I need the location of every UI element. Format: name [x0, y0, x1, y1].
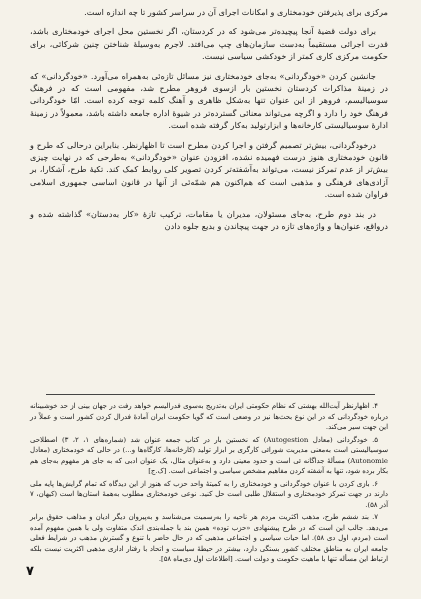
footnote: ۴. اظهارنظر آیت‌الله بهشتی که نظام حکومتی ایران به‌تدریج به‌سوی فدرالیسم خواهد رفت در جهان بینی از حد خوشبینانه درباره خودگردانی که در این نوع بحث‌ها نیز در وضعی است که گویا حکومت ایران آمادهٔ فدرال کردن کشور است و عملاً در این جهت سیر می‌کند.: [30, 402, 388, 431]
paragraph: درخودگردانی، بیش‌تر تصمیم گرفتن و اجرا کردن مطرح است تا اظهارنظر. بنابراین درحالی که طرح و قانون خودمختاری هنوز درست فهمیده نشده، افزودن عنوان «خودگردانی» به‌طرحی که در نهایت چیزی بیش‌تر از عدم تمرکز نیست، می‌تواند به‌آشفته‌تر کردن تصویر کلی روابط کمک کند. تکیهٔ طرح، آشکارا، بر آزادی‌های فرهنگی و مذهبی است که هم‌اکنون هم شمّه‌ئی از آنها در قانون اساسی جمهوری اسلامی فراوان شده است.: [30, 139, 388, 200]
paragraph: در بند دوم طرح، به‌جای مسئولان، مدیران یا مقامات، ترکیب تازهٔ «کار به‌دستان» گذاشته شده و درواقع، عنوان‌ها و واژه‌های تازه در جهت پیچاندن و بدیع جلوه دادن: [30, 208, 388, 232]
paragraph: مرکزی برای پذیرفتن خودمختاری و امکانات اجرای آن در سراسر کشور تا چه اندازه است.: [84, 7, 388, 17]
footnote: ۷. بند ششم طرح، مذهب اکثریت مردم هر ناحیه را به‌رسمیت می‌شناسد و به‌پیروان دیگر ادیان و مذاهب حقوق برابر می‌دهد. جالب این است که در طرح پیشنهادی «حزب توده» همین بند با جمله‌بندی اندک متفاوت ولی با همین مفهوم آمده است (مردم، اول دی ۵۸). اما حیات سیاسی و اجتماعی مذهبی که در حال حاضر با تنوع و گسترش مذهب در شرایط فعلی جامعه ایران به مناطق مختلف کشور بستگی دارد، بیشتر در حیطهٔ سیاست و اتحاد با رفتار اداری مذهبی اکثریت نیست بلکه ارتباط این مسأله تنها با ماهیت حکومت و دولت است. [اطلاعات اول دی‌ماه ۵۸].: [30, 513, 388, 563]
main-text: [30, 6, 388, 240]
paragraph: برای دولت قضیهٔ آنجا پیچیده‌تر می‌شود که در کردستان، اگر نخستین محل اجرای خودمختاری باشد، قدرت اجرائی مستقیماً به‌دست سازمان‌های چپ می‌افتد. لاجرم به‌وسیلهٔ شناختن چنین شرکائی، برای حکومت مرکزی کاری کمتر از خودکشی سیاسی نیست.: [30, 26, 388, 62]
paragraph: جانشین کردن «خودگردانی» به‌جای خودمختاری نیز مسائل تازه‌ئی به‌همراه می‌آورد. «خودگردانی» که در زمینهٔ مذاکرات کردستان نخستین بار ازسوی فروهر مطرح شد، مفهومی است که در فرهنگ سوسیالیسم، فروهر از این عنوان تنها به‌شکل ظاهری و آهنگ کلمه توجه کرده است. امّا خودگردانی فرهنگ خود را دارد و اگرچه می‌تواند معنائی گسترده‌تر در شیوهٔ اداره جامعه داشته باشد، معمولاً در زمینهٔ ادارهٔ سوسیالیستی کارخانه‌ها و ابزارتولید به‌کار گرفته شده است.: [30, 70, 388, 131]
footnote-divider: [46, 394, 375, 395]
footnotes: [30, 401, 388, 567]
footnote: ۵. خودگردانی (معادل Autogestion) که نخستین بار در کتاب جمعه عنوان شد (شماره‌های ۱، ۲، ۳) اصطلاحی سوسیالیستی است به‌معنی مدیریت شورائی کارگری بر ابزار تولید (کارخانه‌ها، کارگاه‌ها و...) در حالی که خودمختاری (معادل Autonomie) مسألهٔ جداگانه ئی است و حدود معینی دارد و به‌عنوان مثال، یک عنوان ادبی که به جای هر مفهوم به‌جای هم بکار برده شود، تنها به آشفته کردن مفاهیم مشخص سیاسی و اجتماعی است. [ک.ج]: [30, 435, 388, 475]
footnote: ۶. بازی کردن با عنوان خودگردانی و خودمختاری را به کمیتهٔ واحد حزب که هنوز از این دیدگاه که تمام گرایش‌ها پایه ملی دارند در جهت تمرکز خودمختاری و استقلال طلبی است حل کنید. نوعی خودمختاری مطلوب به‌همهٔ استان‌ها است (کیهان، ۷ آذر ۵۸).: [30, 479, 388, 509]
page-number: ۷: [26, 564, 34, 579]
